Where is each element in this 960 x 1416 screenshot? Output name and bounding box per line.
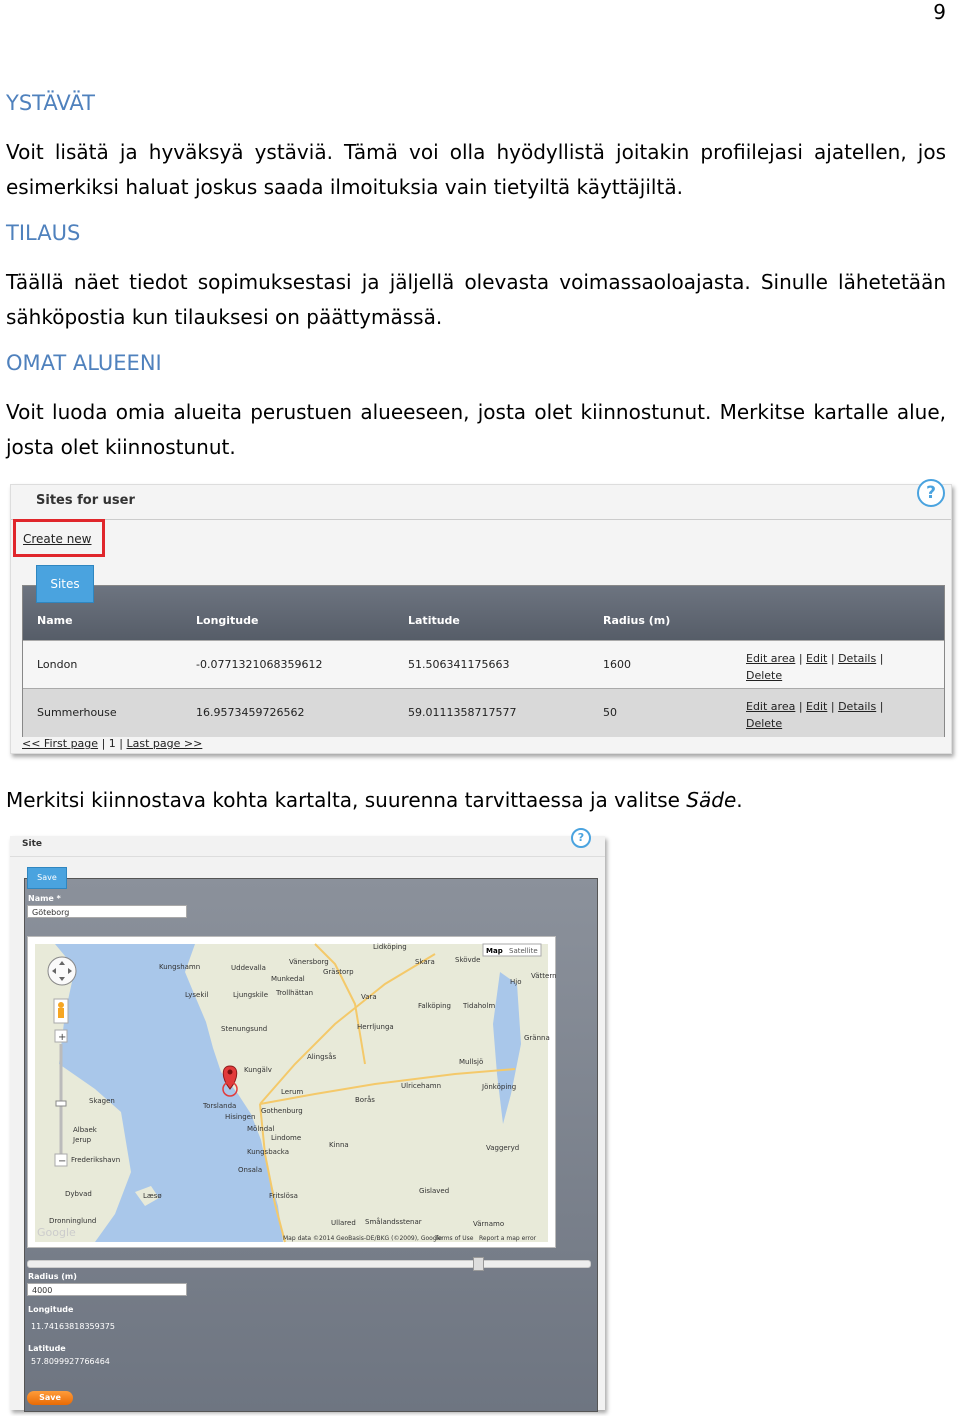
map-place-label: Trollhättan — [276, 989, 314, 997]
map-place-label: Albaek — [73, 1126, 97, 1134]
separator: | — [119, 737, 123, 750]
svg-text:−: − — [58, 1156, 67, 1167]
map-place-label: Vaggeryd — [486, 1144, 520, 1152]
help-icon[interactable]: ? — [917, 479, 945, 507]
map-place-label: Kungshamn — [159, 963, 201, 971]
map-place-label: Herrljunga — [357, 1023, 394, 1031]
latitude-value: 57.8099927766464 — [31, 1357, 110, 1366]
map-place-label: Gothenburg — [261, 1107, 303, 1115]
table-row — [23, 640, 944, 689]
instruction-emphasis: Säde — [686, 788, 737, 812]
cell-name: Summerhouse — [37, 706, 117, 719]
sites-screenshot — [10, 484, 952, 754]
latitude-label: Latitude — [28, 1344, 66, 1353]
map-place-label: Frederikshavn — [71, 1156, 121, 1164]
name-label: Name * — [28, 894, 61, 903]
map-place-label: Læsø — [143, 1192, 162, 1200]
map-place-label: Mölndal — [247, 1125, 275, 1133]
edit-area-link[interactable]: Edit area — [746, 700, 796, 713]
street-view-pegman-icon[interactable] — [54, 999, 68, 1023]
current-page: 1 — [108, 737, 116, 750]
heading-ystavat: YSTÄVÄT — [6, 91, 95, 115]
map-place-label: Skara — [415, 958, 435, 966]
map-container — [27, 936, 556, 1248]
cell-latitude: 59.0111358717577 — [408, 706, 517, 719]
separator: | — [830, 700, 835, 713]
instruction-end: . — [736, 788, 743, 812]
map-place-label: Torslanda — [203, 1102, 237, 1110]
map-place-label: Kungälv — [244, 1066, 272, 1074]
map-place-label: Lysekil — [185, 991, 209, 999]
map-place-label: Vänersborg — [289, 958, 329, 966]
save-button[interactable]: Save — [27, 1391, 73, 1405]
pager — [22, 737, 202, 750]
map-place-label: Lindome — [271, 1134, 302, 1142]
map-place-label: Ulricehamn — [401, 1082, 442, 1090]
name-input[interactable]: Göteborg — [27, 905, 187, 918]
radius-slider[interactable] — [27, 1260, 591, 1268]
divider — [10, 856, 605, 857]
map-place-label: Kungsbacka — [247, 1148, 290, 1156]
edit-link[interactable]: Edit — [806, 652, 828, 665]
svg-text:+: + — [58, 1032, 67, 1043]
edit-area-link[interactable]: Edit area — [746, 652, 796, 665]
map-place-label: Gislaved — [419, 1187, 450, 1195]
svg-text:Map: Map — [486, 947, 503, 955]
separator: | — [798, 652, 803, 665]
map-place-label: Skövde — [455, 956, 481, 964]
map-place-label: Alingsås — [307, 1053, 337, 1061]
cell-latitude: 51.506341175663 — [408, 658, 510, 671]
report-map-error-link[interactable]: Report a map error — [479, 1235, 537, 1242]
sites-title: Sites for user — [36, 493, 135, 508]
paragraph-tilaus: Täällä näet tiedot sopimuksestasi ja jäljellä olevasta voimassaoloajasta. Sinulle lähetetään sähköpostia kun tilauksesi on päättymässä. — [6, 270, 946, 329]
cell-longitude: -0.0771321068359612 — [196, 658, 323, 671]
divider — [11, 519, 951, 520]
column-name: Name — [37, 614, 73, 627]
cell-radius: 1600 — [603, 658, 631, 671]
edit-link[interactable]: Edit — [806, 700, 828, 713]
map-place-label: Fritslösa — [269, 1192, 298, 1200]
paragraph-omat-alueeni: Voit luoda omia alueita perustuen alueeseen, josta olet kiinnostunut. Merkitse kartalle alue, josta olet kiinnostunut. — [6, 400, 946, 459]
site-screenshot — [10, 831, 605, 1410]
terms-of-use-link[interactable]: Terms of Use — [435, 1235, 474, 1242]
map-place-label: Jerup — [73, 1136, 92, 1144]
cell-longitude: 16.9573459726562 — [196, 706, 305, 719]
column-latitude: Latitude — [408, 614, 460, 627]
table-row — [23, 688, 944, 737]
map-view[interactable] — [35, 943, 557, 1242]
map-place-label: Munkedal — [271, 975, 305, 983]
longitude-value: 11.74163818359375 — [31, 1322, 115, 1331]
map-place-label: Vättern — [531, 972, 557, 980]
separator: | — [830, 652, 835, 665]
map-place-label: Gränna — [524, 1034, 550, 1042]
separator: | — [879, 652, 884, 665]
cell-radius: 50 — [603, 706, 617, 719]
map-place-label: Ullared — [331, 1219, 356, 1227]
map-place-label: Borås — [355, 1096, 375, 1104]
first-page-link[interactable]: << First page — [22, 737, 99, 750]
map-place-label: Jönköping — [482, 1083, 517, 1091]
svg-text:Satellite: Satellite — [509, 947, 538, 955]
column-longitude: Longitude — [196, 614, 259, 627]
row-actions — [746, 698, 883, 732]
sites-table — [22, 585, 945, 737]
details-link[interactable]: Details — [838, 700, 877, 713]
google-logo: Google — [37, 1226, 76, 1239]
details-link[interactable]: Details — [838, 652, 877, 665]
map-place-label: Vara — [361, 993, 377, 1001]
map-place-label: Tidaholm — [463, 1002, 496, 1010]
paragraph-ystavat: Voit lisätä ja hyväksyä ystäviä. Tämä voi olla hyödyllistä joitakin profiilejasi ajatellen, jos esimerkiksi haluat joskus saada ilmoituksia vain tietyiltä käyttäjiltä. — [6, 140, 946, 199]
map-place-label: Uddevalla — [231, 964, 266, 972]
map-place-label: Stenungsund — [221, 1025, 268, 1033]
radius-input[interactable]: 4000 — [27, 1283, 187, 1296]
map-place-label: Värnamo — [473, 1220, 505, 1228]
map-place-label: Kinna — [329, 1141, 349, 1149]
map-place-label: Dronninglund — [49, 1217, 97, 1225]
map-place-label: Hjo — [510, 978, 522, 986]
map-type-control[interactable] — [483, 944, 541, 956]
instruction-main: Merkitsi kiinnostava kohta kartalta, suurenna tarvittaessa ja valitse — [6, 788, 687, 812]
last-page-link[interactable]: Last page >> — [126, 737, 203, 750]
column-radius: Radius (m) — [603, 614, 671, 627]
separator: | — [879, 700, 884, 713]
site-title: Site — [22, 839, 42, 849]
map-place-label: Hisingen — [225, 1113, 256, 1121]
delete-link[interactable]: Delete — [746, 717, 783, 730]
delete-link[interactable]: Delete — [746, 669, 783, 682]
site-form-panel — [24, 878, 598, 1412]
map-place-label: Ljungskile — [233, 991, 269, 999]
slider-handle[interactable] — [473, 1257, 484, 1271]
cell-name: London — [37, 658, 78, 671]
map-place-label: Smålandsstenar — [365, 1218, 422, 1226]
map-attribution: Map data ©2014 GeoBasis-DE/BKG (©2009), Google — [283, 1235, 443, 1242]
separator: | — [101, 737, 106, 750]
tab-sites[interactable]: Sites — [36, 565, 94, 603]
create-new-link[interactable]: Create new — [23, 532, 92, 546]
map-place-label: Lerum — [281, 1088, 304, 1096]
map-place-label: Dybvad — [65, 1190, 92, 1198]
heading-tilaus: TILAUS — [6, 221, 81, 245]
table-header — [23, 586, 944, 640]
longitude-label: Longitude — [28, 1305, 74, 1314]
separator: | — [798, 700, 803, 713]
radius-label: Radius (m) — [28, 1272, 77, 1281]
map-place-label: Mullsjö — [459, 1058, 484, 1066]
help-icon[interactable]: ? — [571, 828, 591, 848]
save-tab-button[interactable]: Save — [27, 867, 67, 889]
instruction-text — [6, 783, 946, 818]
map-place-label: Falköping — [418, 1002, 451, 1010]
heading-omat-alueeni: OMAT ALUEENI — [6, 351, 162, 375]
map-place-label: Skagen — [89, 1097, 115, 1105]
map-place-label: Onsala — [238, 1166, 263, 1174]
create-new-highlight — [13, 519, 105, 557]
page-number: 9 — [933, 0, 946, 24]
row-actions — [746, 650, 883, 684]
map-place-label: Lidköping — [373, 943, 407, 951]
map-pan-control[interactable] — [48, 957, 76, 985]
map-place-label: Grästorp — [323, 968, 354, 976]
